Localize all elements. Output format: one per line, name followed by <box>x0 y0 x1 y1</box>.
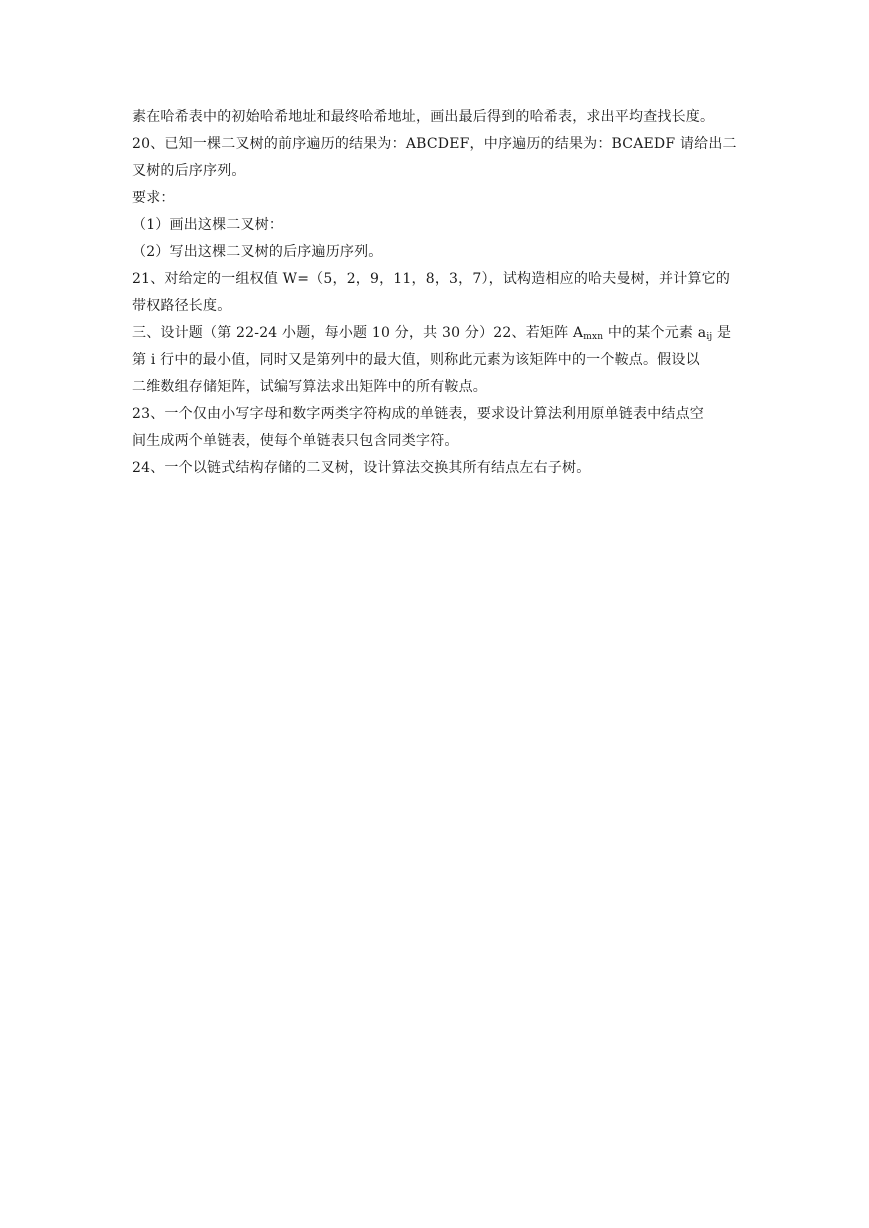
question-23-line-1: 23、一个仅由小写字母和数字两类字符构成的单链表，要求设计算法利用原单链表中结点空 <box>132 406 705 422</box>
requirements-heading: 要求： <box>132 190 175 206</box>
section-3-question-22-line-1 <box>132 320 740 347</box>
requirement-1: （1）画出这棵二叉树： <box>132 217 284 233</box>
question-22-lead: 三、设计题（第 22-24 小题，每小题 10 分，共 30 分）22、若矩阵 A <box>132 325 584 341</box>
question-22-tail: 是 <box>712 325 732 341</box>
question-21-line-1: 21、对给定的一组权值 W=（5，2，9，11，8，3，7），试构造相应的哈夫曼树，并计算它的 <box>132 271 731 287</box>
element-subscript: ij <box>706 332 713 342</box>
question-22-line-2: 第 i 行中的最小值，同时又是第列中的最大值，则称此元素为该矩阵中的一个鞍点。假设以 <box>132 352 700 368</box>
requirement-2: （2）写出这棵二叉树的后序遍历序列。 <box>132 244 383 260</box>
matrix-subscript: mxn <box>583 332 604 342</box>
question-22-mid: 中的某个元素 a <box>603 325 707 341</box>
question-20-line-1: 20、已知一棵二叉树的前序遍历的结果为：ABCDEF，中序遍历的结果为：BCAEDF 请给出二 <box>132 136 737 152</box>
question-21-line-2: 带权路径长度。 <box>132 298 232 314</box>
question-20-line-2: 叉树的后序序列。 <box>132 163 246 179</box>
question-24-line-1: 24、一个以链式结构存储的二叉树，设计算法交换其所有结点左右子树。 <box>132 460 591 476</box>
text-line-hash-table: 素在哈希表中的初始哈希地址和最终哈希地址，画出最后得到的哈希表，求出平均查找长度。 <box>132 109 715 125</box>
document-body <box>132 104 740 482</box>
question-22-line-3: 二维数组存储矩阵，试编写算法求出矩阵中的所有鞍点。 <box>132 379 487 395</box>
question-23-line-2: 间生成两个单链表，使每个单链表只包含同类字符。 <box>132 433 459 449</box>
